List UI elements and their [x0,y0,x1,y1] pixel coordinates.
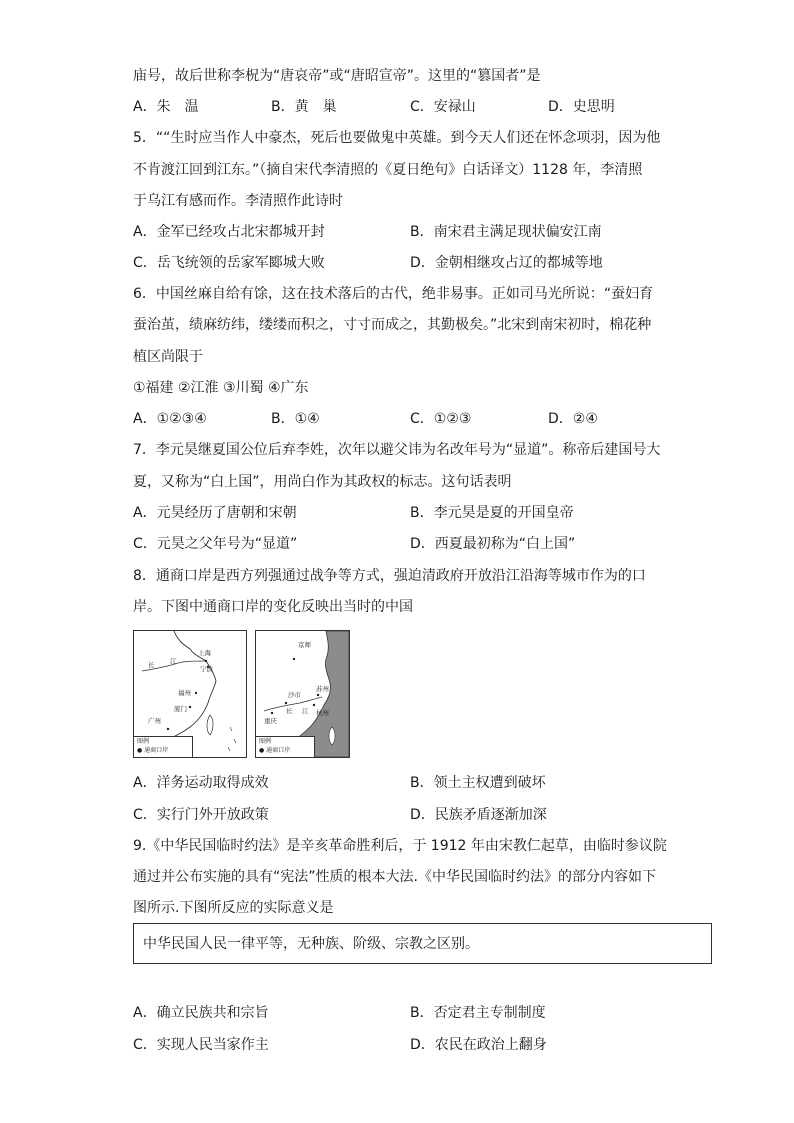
q8-stem-line-1: 8．通商口岸是西方列强通过战争等方式，强迫清政府开放沿江沿海等城市作为的口 [133,568,646,584]
q6-stem-line-1: 6．中国丝麻自给有馀，这在技术落后的古代，绝非易事。正如司马光所说：“蚕妇育 [133,286,654,302]
q7-stem-line-1: 7．李元昊继夏国公位后弃李姓，次年以避父讳为名改年号为“显道”。称帝后建国号大 [133,442,661,458]
q9-option-d: D．农民在政治上翻身 [410,1037,547,1053]
q5-stem-line-3: 于乌江有感而作。李清照作此诗时 [133,193,343,209]
q6-stem-line-2: 蚕治茧，绩麻纺纬，缕缕而积之，寸寸而成之，其勤极矣。”北宋到南宋初时，棉花种 [133,317,652,333]
q8-option-c: C．实行门外开放政策 [133,807,269,823]
map2-label-jingshi: 京师 [298,641,311,649]
map1-legend-item: ● 通商口岸 [137,747,169,754]
map2-label-shashi: 沙市 [288,691,301,699]
q7-option-b: B．李元昊是夏的开国皇帝 [410,505,574,521]
map1-label-guangzhou: 广州 [148,717,161,725]
q6-stem-items: ①福建 ②江淮 ③川蜀 ④广东 [133,380,309,396]
map1-legend [134,736,193,757]
q8-option-b: B．领土主权遭到破坏 [410,775,546,791]
q5-option-c: C．岳飞统领的岳家军郾城大败 [133,255,325,271]
q6-option-a: A．①②③④ [133,411,207,427]
map2-label-chongqing: 重庆 [264,717,277,725]
q7-stem-line-2: 夏，又称为“白上国”，用尚白作为其政权的标志。这句话表明 [133,474,512,490]
q7-option-d: D．西夏最初称为“白上国” [410,536,576,552]
q7-option-a: A．元昊经历了唐朝和宋朝 [133,505,297,521]
map2-label-chang: 长 [286,707,293,715]
q9-option-a: A．确立民族共和宗旨 [133,1005,269,1021]
q9-stem-line-3: 图所示.下图所反应的实际意义是 [133,900,334,916]
q4-option-c: C．安禄山 [410,99,476,115]
q6-option-b: B．①④ [271,411,320,427]
q5-stem-line-1: 5．““生时应当作人中豪杰，死后也要做鬼中英雄。到今天人们还在怀念项羽，因为他 [133,130,661,146]
q4-option-a: A．朱 温 [133,99,199,115]
q6-option-d: D．②④ [548,411,598,427]
map-treaty-ports-2 [255,630,350,758]
map2-label-jiang: 江 [302,707,309,715]
map2-label-hangzhou: 杭州 [316,709,329,717]
q8-stem-line-2: 岸。下图中通商口岸的变化反映出当时的中国 [133,599,413,615]
map1-label-jiang: 江 [170,657,177,665]
map1-legend-title: 图例 [137,738,150,745]
q8-option-a: A．洋务运动取得成效 [133,775,269,791]
q5-stem-line-2: 不肯渡江回到江东。”（摘自宋代李清照的《夏日绝句》白话译文）1128 年，李清照 [133,162,643,178]
map1-label-chang: 长 [148,661,155,669]
map-treaty-ports-1 [133,630,247,758]
map2-label-suzhou: 苏州 [316,685,329,693]
q9-quote-text: 中华民国人民一律平等，无种族、阶级、宗教之区别。 [143,936,479,952]
q9-option-c: C．实现人民当家作主 [133,1037,269,1053]
q7-option-c: C．元昊之父年号为“显道” [133,536,298,552]
q8-option-d: D．民族矛盾逐渐加深 [410,807,547,823]
q9-stem-line-2: 通过并公布实施的具有“宪法”性质的根本大法.《中华民国临时约法》的部分内容如下 [133,869,656,885]
q4-stem: 庙号，故后世称李柷为“唐哀帝”或“唐昭宣帝”。这里的“篡国者”是 [133,68,541,84]
map2-legend [256,736,315,757]
q5-option-b: B．南宋君主满足现状偏安江南 [410,224,602,240]
q6-option-c: C．①②③ [410,411,472,427]
q4-option-b: B．黄 巢 [271,99,337,115]
map1-label-fuzhou: 福州 [178,689,191,697]
q5-option-a: A．金军已经攻占北宋都城开封 [133,224,325,240]
q9-option-b: B．否定君主专制制度 [410,1005,546,1021]
map1-label-ningbo: 宁波 [200,665,213,673]
q6-stem-line-3: 植区尚限于 [133,349,203,365]
map2-legend-title: 图例 [259,738,272,745]
map2-legend-item: ● 通商口岸 [259,747,291,754]
q4-option-d: D．史思明 [548,99,615,115]
q9-stem-line-1: 9.《中华民国临时约法》是辛亥革命胜利后，于 1912 年由宋教仁起草，由临时参议院 [133,838,667,854]
map1-label-xiamen: 厦门 [174,705,187,713]
q9-quote-box [133,923,712,964]
map1-label-shanghai: 上海 [198,649,211,657]
q5-option-d: D．金朝相继攻占辽的都城等地 [410,255,603,271]
